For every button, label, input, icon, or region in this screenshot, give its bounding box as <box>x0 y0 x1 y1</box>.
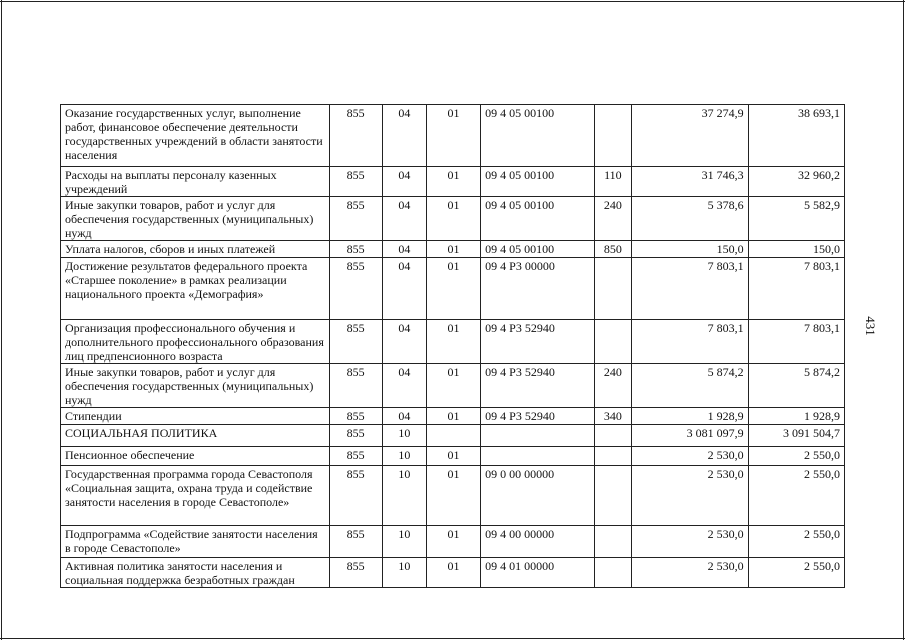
row-amount-year2: 38 693,1 <box>748 105 844 167</box>
row-expense-type: 850 <box>594 241 631 258</box>
row-ved-code: 855 <box>329 258 382 320</box>
row-expense-type <box>594 526 631 558</box>
table-row <box>61 425 845 447</box>
row-expense-type <box>594 447 631 466</box>
row-ved-code: 855 <box>329 408 382 425</box>
row-expense-type <box>594 425 631 447</box>
row-ved-code: 855 <box>329 197 382 241</box>
row-subsection-code: 01 <box>426 105 480 167</box>
row-ved-code: 855 <box>329 558 382 588</box>
table-row <box>61 364 845 408</box>
row-name: Оказание государственных услуг, выполнение работ, финансовое обеспечение деятельности государственных учреждений в области занятости населения <box>61 105 330 167</box>
row-amount-year1: 37 274,9 <box>631 105 748 167</box>
row-subsection-code: 01 <box>426 197 480 241</box>
table-row <box>61 466 845 526</box>
row-amount-year1: 2 530,0 <box>631 466 748 526</box>
row-amount-year2: 7 803,1 <box>748 258 844 320</box>
table-row <box>61 241 845 258</box>
row-expense-type <box>594 258 631 320</box>
row-target-article <box>481 447 595 466</box>
row-amount-year1: 3 081 097,9 <box>631 425 748 447</box>
row-ved-code: 855 <box>329 105 382 167</box>
row-subsection-code: 01 <box>426 526 480 558</box>
row-ved-code: 855 <box>329 466 382 526</box>
row-section-code: 10 <box>382 558 426 588</box>
row-name: Государственная программа города Севастополя «Социальная защита, охрана труда и содействие занятости населения в городе Севастополе» <box>61 466 330 526</box>
table-row <box>61 197 845 241</box>
row-name: Расходы на выплаты персоналу казенных учреждений <box>61 167 330 197</box>
row-amount-year2: 32 960,2 <box>748 167 844 197</box>
row-section-code: 10 <box>382 447 426 466</box>
page-border-top <box>0 1 905 2</box>
row-target-article: 09 4 05 00100 <box>481 167 595 197</box>
row-ved-code: 855 <box>329 364 382 408</box>
row-section-code: 04 <box>382 105 426 167</box>
row-subsection-code: 01 <box>426 466 480 526</box>
row-section-code: 10 <box>382 526 426 558</box>
row-amount-year1: 1 928,9 <box>631 408 748 425</box>
row-expense-type: 340 <box>594 408 631 425</box>
row-name: Иные закупки товаров, работ и услуг для обеспечения государственных (муниципальных) нужд <box>61 364 330 408</box>
row-target-article: 09 4 P3 00000 <box>481 258 595 320</box>
row-expense-type: 240 <box>594 364 631 408</box>
row-name: Организация профессионального обучения и дополнительного профессионального образования лиц предпенсионного возраста <box>61 320 330 364</box>
row-amount-year1: 31 746,3 <box>631 167 748 197</box>
row-expense-type <box>594 320 631 364</box>
page-border-right <box>903 0 904 640</box>
row-subsection-code: 01 <box>426 241 480 258</box>
row-ved-code: 855 <box>329 526 382 558</box>
row-target-article: 09 4 05 00100 <box>481 197 595 241</box>
table-row <box>61 526 845 558</box>
row-section-code: 04 <box>382 408 426 425</box>
row-subsection-code: 01 <box>426 408 480 425</box>
budget-table-body <box>61 105 845 588</box>
row-expense-type <box>594 466 631 526</box>
row-name: Достижение результатов федерального проекта «Старшее поколение» в рамках реализации национального проекта «Демография» <box>61 258 330 320</box>
row-target-article: 09 0 00 00000 <box>481 466 595 526</box>
row-target-article: 09 4 01 00000 <box>481 558 595 588</box>
row-amount-year1: 7 803,1 <box>631 258 748 320</box>
row-name: Иные закупки товаров, работ и услуг для обеспечения государственных (муниципальных) нужд <box>61 197 330 241</box>
row-subsection-code: 01 <box>426 558 480 588</box>
row-subsection-code: 01 <box>426 447 480 466</box>
table-row <box>61 320 845 364</box>
row-amount-year1: 5 378,6 <box>631 197 748 241</box>
row-amount-year2: 2 550,0 <box>748 558 844 588</box>
row-section-code: 10 <box>382 466 426 526</box>
row-ved-code: 855 <box>329 320 382 364</box>
page-border-left <box>1 0 2 640</box>
row-section-code: 04 <box>382 241 426 258</box>
row-name: Уплата налогов, сборов и иных платежей <box>61 241 330 258</box>
row-target-article: 09 4 P3 52940 <box>481 320 595 364</box>
row-section-code: 04 <box>382 197 426 241</box>
table-row <box>61 447 845 466</box>
row-amount-year2: 7 803,1 <box>748 320 844 364</box>
row-expense-type <box>594 105 631 167</box>
row-amount-year1: 2 530,0 <box>631 447 748 466</box>
row-amount-year2: 5 874,2 <box>748 364 844 408</box>
row-target-article: 09 4 P3 52940 <box>481 408 595 425</box>
row-name: Стипендии <box>61 408 330 425</box>
row-target-article: 09 4 P3 52940 <box>481 364 595 408</box>
page-border-bottom <box>0 638 905 639</box>
row-expense-type <box>594 558 631 588</box>
table-row <box>61 167 845 197</box>
budget-table <box>60 104 845 588</box>
row-expense-type: 110 <box>594 167 631 197</box>
row-ved-code: 855 <box>329 167 382 197</box>
row-amount-year2: 2 550,0 <box>748 526 844 558</box>
row-subsection-code: 01 <box>426 258 480 320</box>
row-amount-year2: 3 091 504,7 <box>748 425 844 447</box>
row-target-article: 09 4 00 00000 <box>481 526 595 558</box>
row-section-code: 04 <box>382 258 426 320</box>
row-subsection-code: 01 <box>426 167 480 197</box>
row-amount-year1: 7 803,1 <box>631 320 748 364</box>
table-row <box>61 558 845 588</box>
row-section-code: 10 <box>382 425 426 447</box>
page-number: 431 <box>862 316 878 336</box>
row-name: Активная политика занятости населения и социальная поддержка безработных граждан <box>61 558 330 588</box>
row-section-code: 04 <box>382 364 426 408</box>
row-section-code: 04 <box>382 167 426 197</box>
row-amount-year1: 150,0 <box>631 241 748 258</box>
row-section-code: 04 <box>382 320 426 364</box>
row-ved-code: 855 <box>329 425 382 447</box>
row-subsection-code <box>426 425 480 447</box>
row-name: СОЦИАЛЬНАЯ ПОЛИТИКА <box>61 425 330 447</box>
row-ved-code: 855 <box>329 241 382 258</box>
table-row <box>61 258 845 320</box>
row-target-article: 09 4 05 00100 <box>481 241 595 258</box>
row-amount-year2: 1 928,9 <box>748 408 844 425</box>
row-amount-year2: 5 582,9 <box>748 197 844 241</box>
row-amount-year1: 2 530,0 <box>631 558 748 588</box>
row-amount-year1: 5 874,2 <box>631 364 748 408</box>
table-row <box>61 408 845 425</box>
row-amount-year2: 150,0 <box>748 241 844 258</box>
row-amount-year2: 2 550,0 <box>748 466 844 526</box>
row-ved-code: 855 <box>329 447 382 466</box>
row-name: Подпрограмма «Содействие занятости населения в городе Севастополе» <box>61 526 330 558</box>
row-amount-year1: 2 530,0 <box>631 526 748 558</box>
row-target-article: 09 4 05 00100 <box>481 105 595 167</box>
row-name: Пенсионное обеспечение <box>61 447 330 466</box>
row-subsection-code: 01 <box>426 364 480 408</box>
row-expense-type: 240 <box>594 197 631 241</box>
row-target-article <box>481 425 595 447</box>
table-row <box>61 105 845 167</box>
row-amount-year2: 2 550,0 <box>748 447 844 466</box>
row-subsection-code: 01 <box>426 320 480 364</box>
